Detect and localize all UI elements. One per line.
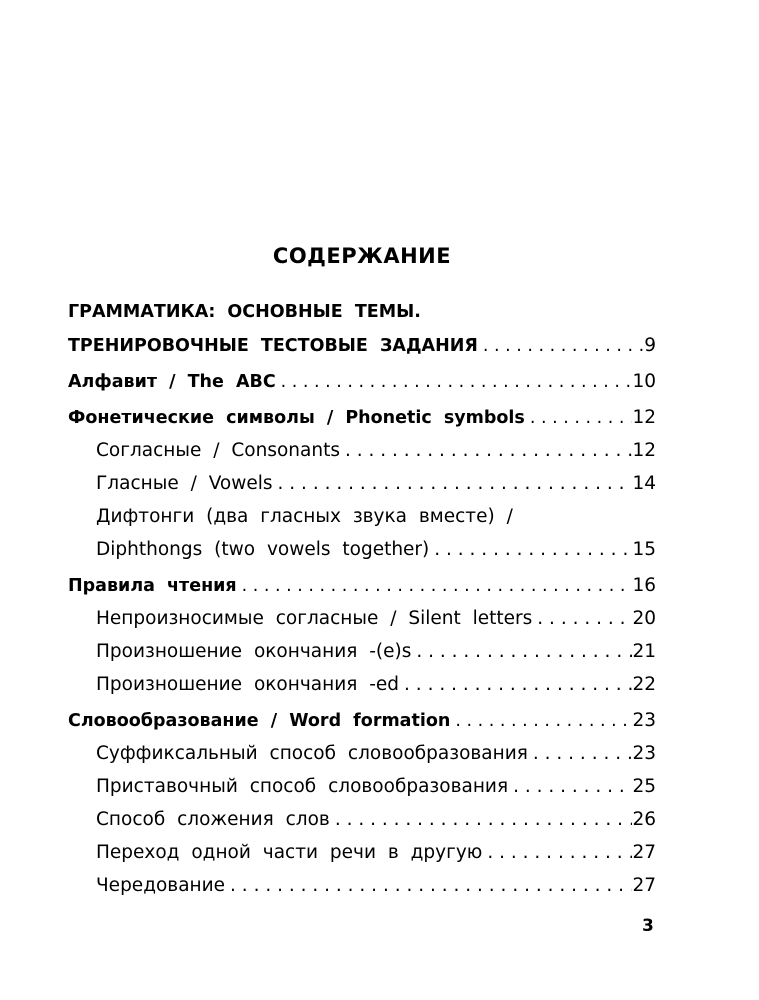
toc-entry-page: 14	[632, 473, 656, 494]
toc-entry-label: ТРЕНИРОВОЧНЫЕ ТЕСТОВЫЕ ЗАДАНИЯ	[68, 336, 478, 356]
toc-entry-page: 9	[644, 335, 656, 356]
leader-dots	[411, 641, 632, 662]
leader-dots	[237, 576, 633, 596]
toc-entry-page: 16	[632, 575, 656, 596]
leader-dots	[450, 711, 632, 731]
toc-entry-alphabet[interactable]	[68, 371, 656, 395]
toc-entry-word-formation[interactable]	[68, 710, 656, 734]
page-title: СОДЕРЖАНИЕ	[272, 244, 452, 268]
toc-entry-label: Приставочный способ словообразования	[96, 776, 509, 797]
leader-dots	[276, 372, 633, 392]
leader-dots	[482, 842, 632, 863]
toc-entry-label: Суффиксальный способ словообразования	[96, 743, 528, 764]
toc-entry-label: Фонетические символы / Phonetic symbols	[68, 408, 525, 428]
leader-dots	[225, 875, 632, 896]
toc-entry-diphthongs[interactable]	[68, 539, 656, 563]
toc-entry-page: 12	[632, 440, 656, 461]
toc-entry-label: Правила чтения	[68, 576, 237, 596]
toc-entry-label: Чередование	[96, 875, 226, 896]
toc-entry-grammar-line1[interactable]	[68, 302, 656, 326]
toc-entry-suffixation[interactable]	[68, 743, 656, 767]
leader-dots	[525, 408, 633, 428]
toc-entry-diphthongs-line1[interactable]	[68, 506, 656, 530]
toc-entry-reading-rules[interactable]	[68, 575, 656, 599]
toc-entry-page: 21	[632, 641, 656, 662]
toc-entry-compounding[interactable]	[68, 809, 656, 833]
leader-dots	[429, 539, 632, 560]
toc-entry-alternation[interactable]	[68, 875, 656, 899]
toc-entry-label: Diphthongs (two vowels together)	[96, 539, 430, 560]
leader-dots	[273, 473, 633, 494]
toc-entry-silent-letters[interactable]	[68, 608, 656, 632]
toc-entry-label: Непроизносимые согласные / Silent letters	[96, 608, 533, 629]
toc-entry-page: 27	[632, 875, 656, 896]
leader-dots	[399, 674, 632, 695]
leader-dots	[528, 743, 633, 764]
leader-dots	[508, 776, 632, 797]
toc-entry-page: 12	[632, 407, 656, 428]
toc-entry-ed-ending[interactable]	[68, 674, 656, 698]
toc-entry-page: 20	[632, 608, 656, 629]
leader-dots	[340, 440, 632, 461]
toc-entry-prefixation[interactable]	[68, 776, 656, 800]
toc-entry-page: 23	[632, 710, 656, 731]
toc-entry-es-ending[interactable]	[68, 641, 656, 665]
toc-entry-label: Переход одной части речи в другую	[96, 842, 483, 863]
toc-entry-page: 26	[632, 809, 656, 830]
toc-entry-vowels[interactable]	[68, 473, 656, 497]
toc-entry-label: Словообразование / Word formation	[68, 711, 451, 731]
toc-entry-page: 25	[632, 776, 656, 797]
toc-entry-label: ГРАММАТИКА: ОСНОВНЫЕ ТЕМЫ.	[68, 302, 421, 322]
toc-entry-phonetic-symbols[interactable]	[68, 407, 656, 431]
leader-dots	[532, 608, 632, 629]
toc-entry-label: Алфавит / The ABC	[68, 372, 276, 392]
toc-entry-label: Гласные / Vowels	[96, 473, 273, 494]
toc-entry-conversion[interactable]	[68, 842, 656, 866]
toc-entry-page: 23	[632, 743, 656, 764]
toc-entry-consonants[interactable]	[68, 440, 656, 464]
toc-entry-page: 10	[632, 371, 656, 392]
toc-entry-page: 22	[632, 674, 656, 695]
toc-entry-page: 15	[632, 539, 656, 560]
toc-entry-label: Произношение окончания -(e)s	[96, 641, 412, 662]
leader-dots	[330, 809, 633, 830]
leader-dots	[478, 336, 644, 356]
toc-entry-label: Произношение окончания -ed	[96, 674, 400, 695]
page-number: 3	[642, 916, 654, 936]
toc-entry-label: Дифтонги (два гласных звука вместе) /	[96, 506, 513, 527]
toc-entry-grammar[interactable]	[68, 335, 656, 359]
toc-entry-label: Способ сложения слов	[96, 809, 330, 830]
toc-entry-page: 27	[632, 842, 656, 863]
toc-entry-label: Согласные / Consonants	[96, 440, 340, 461]
